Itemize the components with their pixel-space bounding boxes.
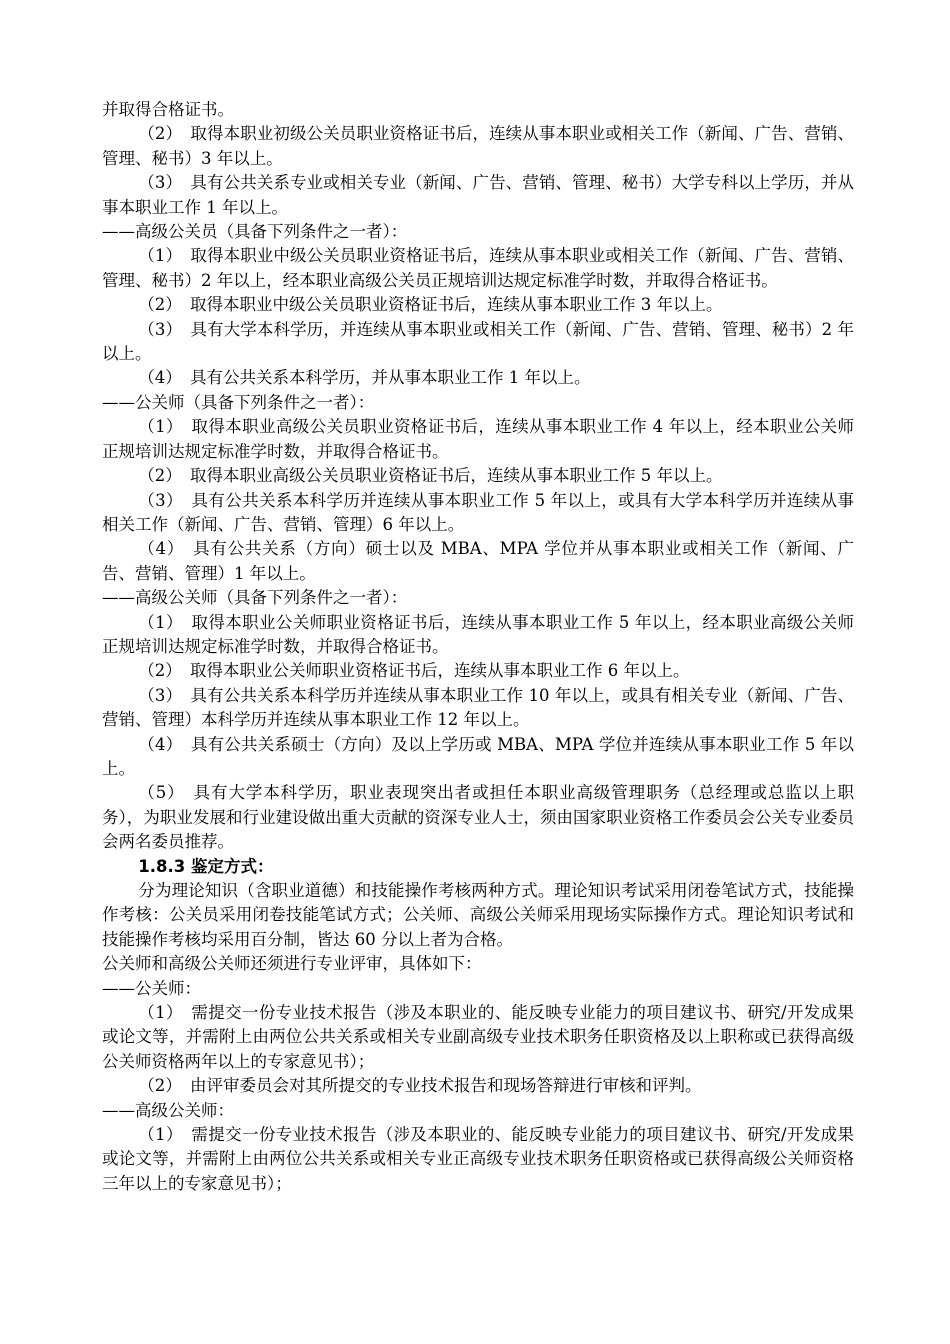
paragraph: （1） 取得本职业中级公关员职业资格证书后，连续从事本职业或相关工作（新闻、广告、营销、管理、秘书）2 年以上，经本职业高级公关员正规培训达规定标准学时数，并取得合格证书。 xyxy=(102,246,854,290)
paragraph: （1） 需提交一份专业技术报告（涉及本职业的、能反映专业能力的项目建议书、研究/开发成果或论文等，并需附上由两位公共关系或相关专业副高级专业技术职务任职资格及以上职称或已获得高级公关师资格两年以上的专家意见书）； xyxy=(102,1003,854,1071)
paragraph: （3） 具有大学本科学历，并连续从事本职业或相关工作（新闻、广告、营销、管理、秘书）2 年以上。 xyxy=(102,319,854,364)
paragraph: 公关师和高级公关师还须进行专业评审，具体如下： xyxy=(102,954,482,974)
paragraph: （4） 具有公共关系（方向）硕士以及 MBA、MPA 学位并从事本职业或相关工作（新闻、广告、营销、管理）1 年以上。 xyxy=(102,539,854,583)
paragraph: （2） 取得本职业中级公关员职业资格证书后，连续从事本职业工作 3 年以上。 xyxy=(138,295,723,315)
section-label: ——公关师（具备下列条件之一者）： xyxy=(102,392,375,412)
section-label: ——高级公关师： xyxy=(102,1100,234,1120)
paragraph: 并取得合格证书。 xyxy=(102,100,234,119)
paragraph: （5） 具有大学本科学历，职业表现突出者或担任本职业高级管理职务（总经理或总监以上职务），为职业发展和行业建设做出重大贡献的资深专业人士，须由国家职业资格工作委员会公关专业委员会两名委员推荐。 xyxy=(102,783,854,852)
section-label: ——高级公关师（具备下列条件之一者）： xyxy=(102,588,408,608)
paragraph: （3） 具有公共关系专业或相关专业（新闻、广告、营销、管理、秘书）大学专科以上学历，并从事本职业工作 1 年以上。 xyxy=(102,173,854,217)
paragraph: （1） 取得本职业公关师职业资格证书后，连续从事本职业工作 5 年以上，经本职业高级公关师正规培训达规定标准学时数，并取得合格证书。 xyxy=(102,612,854,656)
paragraph: （4） 具有公共关系本科学历，并从事本职业工作 1 年以上。 xyxy=(138,368,591,388)
section-label: ——公关师： xyxy=(102,978,201,998)
paragraph: （1） 取得本职业高级公关员职业资格证书后，连续从事本职业工作 4 年以上，经本职业公关师正规培训达规定标准学时数，并取得合格证书。 xyxy=(102,417,854,461)
paragraph: （3） 具有公共关系本科学历并连续从事本职业工作 10 年以上，或具有相关专业（新闻、广告、营销、管理）本科学历并连续从事本职业工作 12 年以上。 xyxy=(102,685,854,730)
paragraph: （2） 取得本职业初级公关员职业资格证书后，连续从事本职业或相关工作（新闻、广告、营销、管理、秘书）3 年以上。 xyxy=(102,124,854,168)
section-label: ——高级公关员（具备下列条件之一者）： xyxy=(102,222,408,242)
paragraph: （1） 需提交一份专业技术报告（涉及本职业的、能反映专业能力的项目建议书、研究/开发成果或论文等，并需附上由两位公共关系或相关专业正高级专业技术职务任职资格或已获得高级公关师资格三年以上的专家意见书）； xyxy=(102,1125,854,1193)
paragraph: 分为理论知识（含职业道德）和技能操作考核两种方式。理论知识考试采用闭卷笔试方式，技能操作考核：公关员采用闭卷技能笔试方式；公关师、高级公关师采用现场实际操作方式。理论知识考试和技能操作考核均采用百分制，皆达 60 分以上者为合格。 xyxy=(102,881,854,949)
paragraph: （2） 取得本职业公关师职业资格证书后，连续从事本职业工作 6 年以上。 xyxy=(138,661,690,681)
paragraph: （2） 由评审委员会对其所提交的专业技术报告和现场答辩进行审核和评判。 xyxy=(138,1076,702,1096)
document-body xyxy=(102,98,854,1196)
section-heading: 1.8.3 鉴定方式： xyxy=(138,856,274,876)
paragraph: （3） 具有公共关系本科学历并连续从事本职业工作 5 年以上，或具有大学本科学历并连续从事相关工作（新闻、广告、营销、管理）6 年以上。 xyxy=(102,490,854,534)
paragraph: （4） 具有公共关系硕士（方向）及以上学历或 MBA、MPA 学位并连续从事本职业工作 5 年以上。 xyxy=(102,734,854,778)
paragraph: （2） 取得本职业高级公关员职业资格证书后，连续从事本职业工作 5 年以上。 xyxy=(138,466,723,486)
